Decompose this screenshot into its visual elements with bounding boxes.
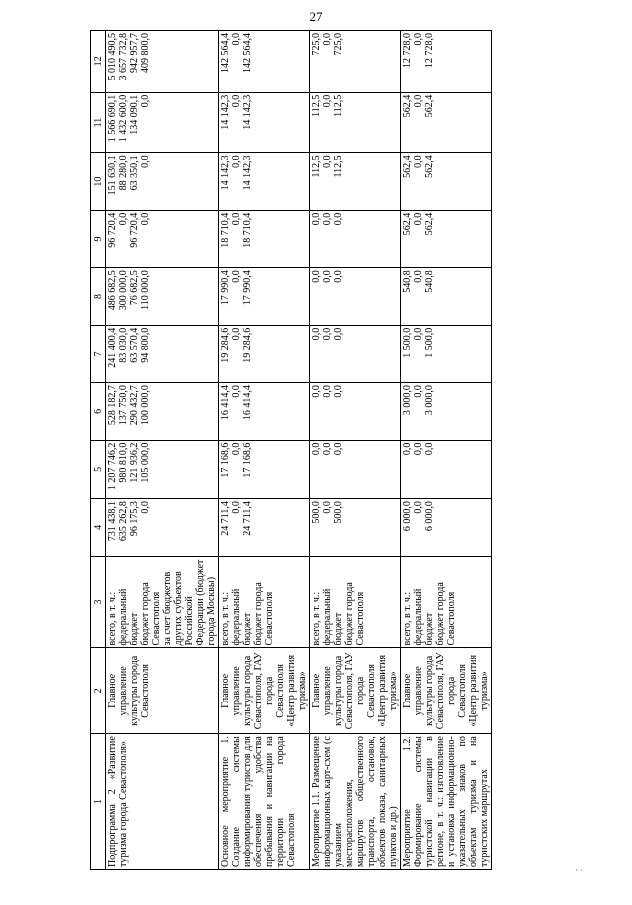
value-cell: [310, 92, 401, 153]
value: 14 142,3: [242, 155, 253, 191]
value-cell: [401, 383, 492, 440]
value: 241 400,4: [107, 327, 118, 368]
header-cell: 6: [91, 383, 106, 440]
value-cell: [106, 383, 219, 440]
value-cell: [106, 325, 219, 382]
value-cell: [401, 268, 492, 325]
value-cell: [106, 153, 219, 210]
value: 0,0: [322, 33, 333, 46]
value: 1 500,0: [424, 327, 435, 358]
value: 17 990,4: [220, 270, 231, 306]
header-cell: 5: [91, 440, 106, 499]
header-cell: 7: [91, 325, 106, 382]
value: 562,4: [402, 212, 413, 236]
value: 0,0: [311, 442, 322, 456]
value: 112,5: [333, 155, 344, 178]
value: 24 711,4: [220, 501, 231, 536]
value: 16 414,4: [220, 385, 231, 421]
value-cell: [219, 153, 310, 210]
funding-sources: [219, 556, 310, 648]
value: 0,0: [413, 385, 424, 398]
rotated-table-container: [90, 30, 530, 870]
value: 17 168,6: [220, 442, 231, 478]
value: 0,0: [231, 270, 242, 283]
value: 6 000,0: [402, 501, 413, 532]
row-executor: Главное управление культуры города Севастополя, ГАУ города Севастополя «Центр развития туризма»: [219, 648, 310, 734]
header-cell: 3: [91, 556, 106, 648]
funding-source: за счет бюджетов других субъектов Российской Федерации (бюджет города Москвы): [162, 559, 217, 646]
value-cell: [310, 268, 401, 325]
value: 500,0: [333, 501, 344, 524]
value: 0,0: [118, 212, 129, 226]
value: 0,0: [413, 270, 424, 283]
value-cell: [219, 325, 310, 382]
funding-source: всего, в т. ч.:: [107, 591, 118, 646]
value: 0,0: [140, 94, 151, 108]
value: 528 182,7: [107, 385, 118, 426]
value-cell: [219, 440, 310, 499]
value: 0,0: [322, 212, 333, 226]
funding-source: всего, в т. ч.:: [402, 591, 413, 646]
value: 1 432 600,0: [118, 94, 129, 143]
value: 942 957,7: [129, 33, 140, 73]
value: 112,5: [311, 94, 322, 117]
value: 0,0: [333, 270, 344, 283]
value: 562,4: [424, 155, 435, 178]
table-row: [106, 31, 219, 870]
table-body: [91, 31, 492, 870]
header-cell: 2: [91, 648, 106, 734]
value-cell: [401, 440, 492, 499]
value-cell: [310, 325, 401, 382]
value: 63 570,4: [129, 327, 140, 363]
value: 540,8: [424, 270, 435, 293]
funding-source: федеральный бюджет: [413, 588, 435, 646]
value: 18 710,4: [220, 212, 231, 248]
value: 0,0: [311, 385, 322, 398]
value: 540,8: [402, 270, 413, 293]
value: 18 710,4: [242, 212, 253, 248]
value: 96 720,4: [129, 212, 140, 248]
value-cell: [106, 92, 219, 153]
value-cell: [310, 383, 401, 440]
value: 725,0: [311, 33, 322, 56]
row-description: Мероприятие 1.2. Формирование системы туристской навигации в регионе, в т. ч.: изготовление и установка информационно-указательных знаков по объектам туризма и на туристских маршрутах: [401, 734, 492, 870]
value: 142 564,4: [242, 33, 253, 73]
value: 110 000,0: [140, 270, 151, 310]
value: 137 750,0: [118, 385, 129, 426]
value: 0,0: [231, 327, 242, 341]
value: 409 800,0: [140, 33, 151, 73]
value-cell: [310, 440, 401, 499]
funding-source: федеральный бюджет: [231, 588, 253, 646]
value: 0,0: [231, 155, 242, 168]
value-cell: [219, 383, 310, 440]
value-cell: [401, 92, 492, 153]
value: 1 566 690,1: [107, 94, 118, 143]
value: 3 657 732,8: [118, 33, 129, 81]
value: 635 262,8: [118, 501, 129, 542]
value: 0,0: [322, 270, 333, 283]
header-cell: 8: [91, 268, 106, 325]
value: 1 207 746,2: [107, 442, 118, 491]
value: 0,0: [413, 442, 424, 456]
value: 24 711,4: [242, 501, 253, 536]
value: 94 800,0: [140, 327, 151, 363]
value-cell: [219, 499, 310, 556]
value: 0,0: [413, 94, 424, 108]
value: 290 432,7: [129, 385, 140, 426]
table-row: [219, 31, 310, 870]
value: 17 990,4: [242, 270, 253, 306]
row-executor: Главное управление культуры города Севастополя, ГАУ города Севастополя «Центр развития туризма»: [310, 648, 401, 734]
value: 0,0: [333, 442, 344, 456]
table-row: [401, 31, 492, 870]
value-cell: [310, 153, 401, 210]
value-cell: [401, 31, 492, 93]
value: 0,0: [322, 94, 333, 108]
funding-sources: [106, 556, 219, 648]
value: 1 500,0: [402, 327, 413, 358]
value: 500,0: [311, 501, 322, 524]
value: 0,0: [140, 212, 151, 226]
value: 142 564,4: [220, 33, 231, 73]
value: 76 682,5: [129, 270, 140, 306]
value: 0,0: [333, 385, 344, 398]
header-cell: 1: [91, 734, 106, 870]
value: 0,0: [322, 327, 333, 341]
funding-source: всего, в т. ч.:: [220, 591, 231, 646]
budget-table: [90, 30, 492, 870]
value: 0,0: [424, 442, 435, 456]
value: 12 728,0: [424, 33, 435, 68]
value-cell: [401, 499, 492, 556]
value: 0,0: [322, 501, 333, 514]
value: 0,0: [413, 501, 424, 514]
table-row: [310, 31, 401, 870]
value: 0,0: [322, 155, 333, 168]
funding-source: бюджет города Севастополя: [253, 582, 275, 646]
row-description: Подпрограмма 2 «Развитие туризма города Севастополя»: [106, 734, 219, 870]
value: 0,0: [413, 33, 424, 46]
value: 19 284,6: [220, 327, 231, 363]
header-cell: 11: [91, 92, 106, 153]
value: 14 142,3: [220, 94, 231, 130]
value: 14 142,3: [220, 155, 231, 191]
value: 0,0: [413, 155, 424, 168]
header-cell: 9: [91, 210, 106, 267]
row-executor: Главное управление культуры города Севастополя, ГАУ города Севастополя «Центр развития туризма»: [401, 648, 492, 734]
row-executor: Главное управление культуры города Севастополя: [106, 648, 219, 734]
value: 96 720,4: [107, 212, 118, 248]
value-cell: [106, 440, 219, 499]
value: 0,0: [231, 212, 242, 226]
header-cell: 12: [91, 31, 106, 93]
value: 96 175,3: [129, 501, 140, 537]
value: 19 284,6: [242, 327, 253, 363]
value: 83 030,0: [118, 327, 129, 363]
value: 16 414,4: [242, 385, 253, 421]
value-cell: [310, 31, 401, 93]
value: 3 000,0: [424, 385, 435, 416]
value: 88 280,0: [118, 155, 129, 191]
value: 300 000,0: [118, 270, 129, 311]
value: 63 350,1: [129, 155, 140, 191]
value: 486 682,5: [107, 270, 118, 311]
value: 0,0: [322, 442, 333, 456]
value: 0,0: [402, 442, 413, 456]
value-cell: [219, 31, 310, 93]
value: 0,0: [311, 212, 322, 226]
value: 0,0: [333, 212, 344, 226]
funding-source: бюджет города Севастополя: [140, 582, 162, 646]
value: 112,5: [311, 155, 322, 178]
value-cell: [106, 210, 219, 267]
page-number: 27: [309, 9, 323, 24]
funding-source: всего, в т. ч.:: [311, 591, 322, 646]
value: 0,0: [311, 327, 322, 341]
value: 0,0: [231, 94, 242, 108]
value: 0,0: [231, 33, 242, 46]
value: 3 000,0: [402, 385, 413, 416]
value: 0,0: [311, 270, 322, 283]
funding-sources: [310, 556, 401, 648]
row-description: Основное мероприятие 1. Создание системы информирования туристов для обеспечения удобства пребывания и навигации на территории города Севастополя: [219, 734, 310, 870]
header-cell: 4: [91, 499, 106, 556]
header-cell: 10: [91, 153, 106, 210]
value: 0,0: [322, 385, 333, 398]
value: 6 000,0: [424, 501, 435, 532]
value: 0,0: [413, 212, 424, 226]
value: 980 810,0: [118, 442, 129, 483]
header-row: [91, 31, 106, 870]
value: 0,0: [231, 442, 242, 456]
value: 0,0: [140, 501, 151, 514]
corner-mark: ʿ ʿ: [575, 868, 584, 878]
value-cell: [401, 153, 492, 210]
value: 100 000,0: [140, 385, 151, 426]
value: 0,0: [333, 327, 344, 341]
value: 725,0: [333, 33, 344, 56]
value-cell: [106, 31, 219, 93]
value-cell: [401, 325, 492, 382]
funding-source: федеральный бюджет: [322, 588, 344, 646]
row-description: Мероприятие 1.1. Размещение информационных карт-схем (с указанием месторасположения, маршрутов общественного транспорта, остановок, объектов показа, санитарных пунктов и др.): [310, 734, 401, 870]
value: 5 010 490,5: [107, 33, 118, 81]
value: 0,0: [140, 155, 151, 168]
value: 105 000,0: [140, 442, 151, 483]
value: 151 630,1: [107, 155, 118, 196]
value: 134 090,1: [129, 94, 140, 135]
value-cell: [219, 210, 310, 267]
value: 562,4: [402, 155, 413, 178]
value: 0,0: [231, 501, 242, 514]
value-cell: [310, 499, 401, 556]
value: 0,0: [413, 327, 424, 341]
value: 112,5: [333, 94, 344, 117]
value-cell: [219, 268, 310, 325]
value: 562,4: [402, 94, 413, 118]
funding-source: бюджет города Севастополя: [435, 582, 457, 646]
value-cell: [219, 92, 310, 153]
value: 14 142,3: [242, 94, 253, 130]
value-cell: [106, 268, 219, 325]
value: 562,4: [424, 212, 435, 236]
value: 731 438,1: [107, 501, 118, 542]
value-cell: [310, 210, 401, 267]
funding-source: бюджет города Севастополя: [344, 582, 366, 646]
value-cell: [106, 499, 219, 556]
value: 562,4: [424, 94, 435, 118]
value: 0,0: [231, 385, 242, 398]
value: 17 168,6: [242, 442, 253, 478]
funding-sources: [401, 556, 492, 648]
value-cell: [401, 210, 492, 267]
value: 121 936,2: [129, 442, 140, 483]
funding-source: федеральный бюджет: [118, 588, 140, 646]
value: 12 728,0: [402, 33, 413, 68]
